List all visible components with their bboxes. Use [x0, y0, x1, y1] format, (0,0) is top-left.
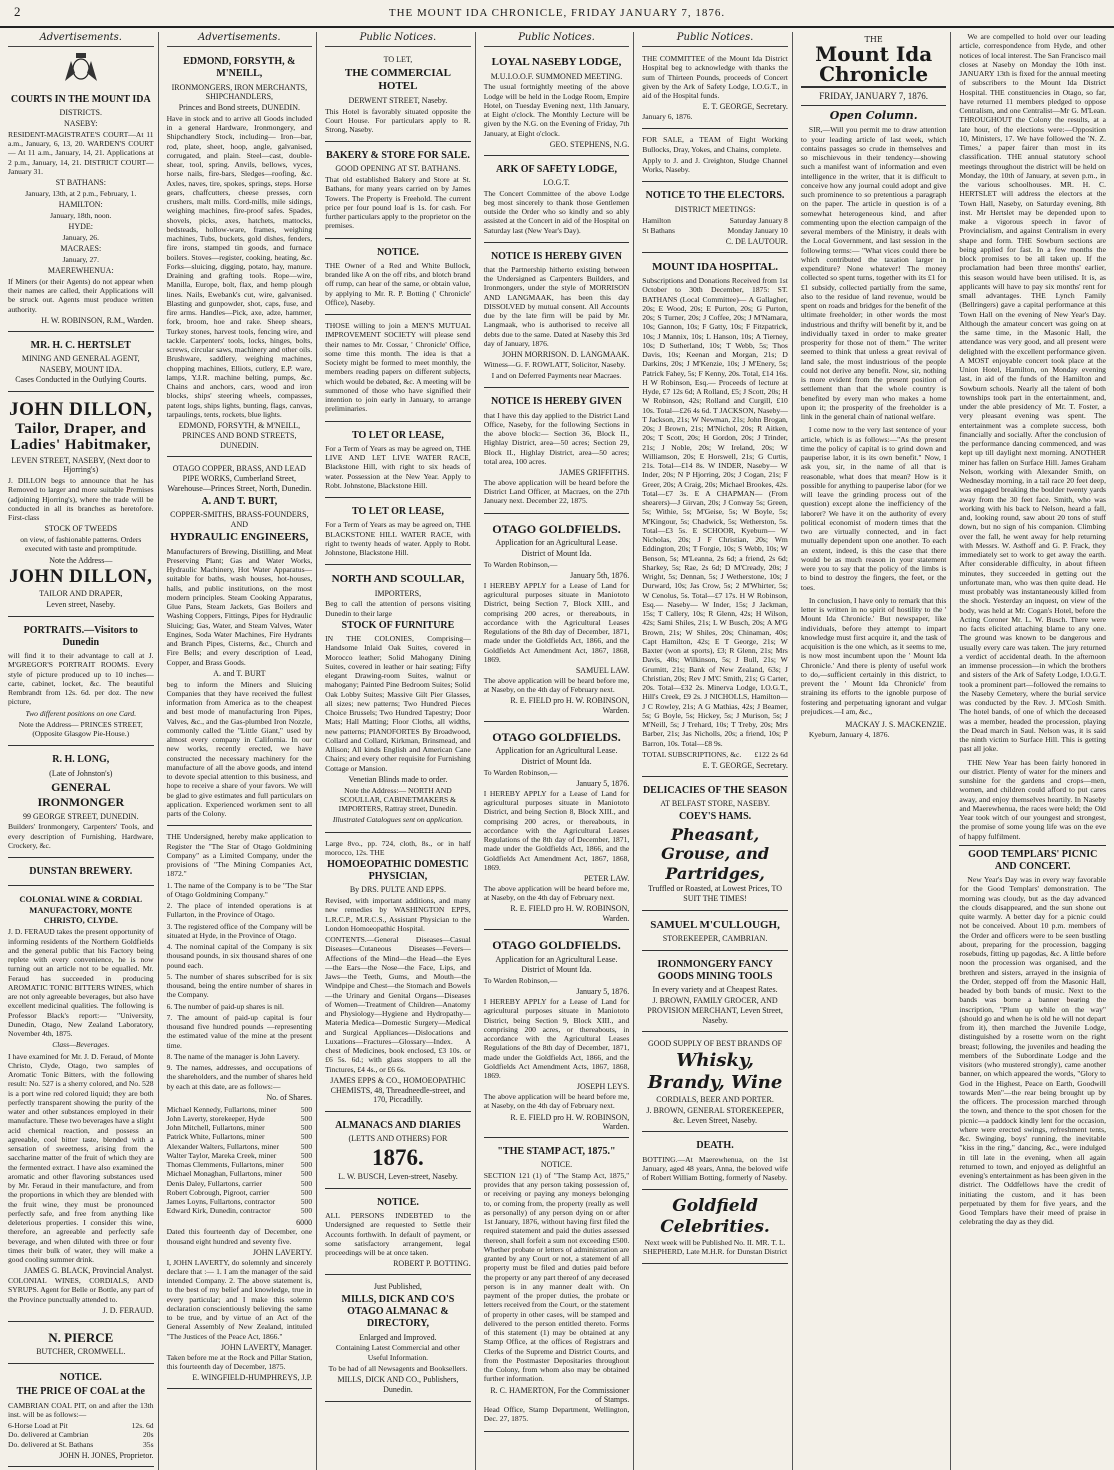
- star-otago-notice: THE Undersigned, hereby make application to Register the "The Star of Otago Goldmining Company" as a Limited Company, under the provisions of "The Mining Companies Act, 1872." 1. The name of the Company is to be "The Star of Otago Goldmining Company." 2. The place of intended operations is at Fullarton, in the Province of Otago. 3. The registered office of the Company will be situated at Hyde, in the Province of Otago. 4. The nominal capital of the Company is six thousand pounds, in six thousand shares of one pound each. 5. The number of shares subscribed for is six thousand, being the entire number of shares in the Company. 6. The number of paid-up shares is nil. 7. The amount of paid-up capital is four thousand five hundred pounds —representing the estimated value of the mine at the present time. 8. The name of the manager is John Lavery. 9. The names, addresses, and occupations of the shareholders, and the number of shares held by each at this date, are as follows:— No. of Shares. Michael Kennedy, Fullartons, miner 500 John Laverty, storekeeper, Hyde 500 John Mitchell, Fullartons, miner 500 Patrick White, Fullartons, miner 500 Alexander Walters, Fullartons, miner 500 Walter Taylor, Mareka Creek, miner 500 Thomas Clemments, Fullartons, miner 500 Michael Monaghan, Fullartons, miner 500 Denis Daley, Fullartons, carrier 500 Robert Cobrough, Pigroot, carrier 500 James Loyns, Fullartons, contractor 500 Edward Kirk, Dunedin, contractor 500 6000 Dated this fourteenth day of December, one thousand eight hundred and seventy five. JOHN LAVERTY. I, JOHN LAVERTY, do solemnly and sincerely declare that :— 1. I am the manager of the said intended Company. 2. The above statement is, to the best of my belief and knowledge, true in every particular; and I make this solemn declaration conscientiously believing the same to be true, and by virtue of an Act of the General Assembly of New Zealand, intituled "The Justices of the Peace Act, 1866." JOHN LAVERTY, Manager. Taken before me at the Rock and Pillar Station, this fourteenth day of December, 1875. E. WINGFIELD-HUMPHREYS, J.P.: [167, 829, 313, 1389]
- pierce-ad: N. PIERCE BUTCHER, CROMWELL.: [8, 1325, 154, 1365]
- picnic-article: New Year's Day was in every way favorable for the Good Templars' demonstration. The morning was cloudy, but as the day advanced the clouds disappeared, and the sun shone out quite warmly. A better day for a picnic could not be conceived. About 10 p.m. members of the Order and officers were to be seen bustling about, preparing for the procession, bagging rosebuds, fitting up pagodas, &c. A little before noon the procession was organised, and the brethren and sisters, arrayed in the insignia of the Order, stepped off from the Masonic Hall, headed by both bands of music. Next to the bands was borne a banner bearing the inscription, "Plum up while on the way" (should go and when he is old he will not depart from it), then marched the Juvenile Lodge, distinguished by a rosette worn on the right breast; following, the juveniles and heading the members of the Subordinate Lodge and the visitors (who mustered strongly), came another banner, on which appeared the words, "Glory to God in the Highest, Peace on Earth, Goodwill towards Men"—the rear being brought up by the officers. The procession marched through the town, and thence to the spot chosen for the picnic—a paddock kindly lent for the occasion, where were erected swings, refreshment tents, &c. Swinging, boys' running, the inevitable "kiss in the ring," dancing, &c., were indulged in till late in the evening, when all again returned to town, and enjoyed as delightful an evening's entertainment as has been given in the district. The Oddfellows have the credit of initiating the custom, and it has been perpetuated by them for five years, and the Good Templars have their meed of praise in celebrating the day as they did.: [959, 875, 1106, 1227]
- column-heading: Advertisements.: [167, 32, 313, 47]
- column-7: [955, 32, 1110, 1470]
- column-3: [321, 32, 476, 1470]
- column-1: [4, 32, 159, 1470]
- whisky-ad: GOOD SUPPLY OF BEST BRANDS OF Whisky, Brandy, Wine CORDIALS, BEER AND PORTER. J. BROWN, GENERAL STOREKEEPER, &c. Leven Street, Naseby.: [642, 1035, 788, 1132]
- list-item: Robert Cobrough, Pigroot, carrier 500: [166, 1187, 313, 1197]
- column-heading: Public Notices.: [325, 32, 471, 47]
- shareholder-list: [167, 1105, 313, 1216]
- bakery-ad: BAKERY & STORE FOR SALE. GOOD OPENING AT ST. BATHANS. That old established Bakery and Store at St. Bathans, for many years carried on by James Towers. The Property is Freehold. The current price per four pound loaf is 1s. for cash. For further particulars apply to the proprietor on the premises.: [325, 145, 471, 238]
- running-title: THE MOUNT IDA CHRONICLE, FRIDAY JANUARY 7, 1876.: [388, 7, 726, 19]
- burt-ad: OTAGO COPPER, BRASS, AND LEAD PIPE WORKS, Cumberland Street, Warehouse—Princes Street, North, Dunedin. A. AND T. BURT, COPPER-SMITHS, BRASS-FOUNDERS, AND HYDRAULIC ENGINEERS, Manufacturers of Brewing, Distilling, and Meat Preserving Plant; Gas and Water Works, Hydraulic Machinery, Hot Water Apparatus—suitable for baths, wash houses, hot-houses, halls, and public institutions, on the most modern principles. Steam Cooking Apparatus, Glue Pans, Steam Jackets, Gas Boilers and Washing Coppers, Fittings, Pipes for Hydraulic Sluicing; Gas, Water, and Steam Valves, Water Engines, Soda Water Machines, Fire Hydrants and Branch Pipes, Cisterns, &c., Church and Fire Bells; and every description of Lead, Copper, and Brass Goods. A. and T. BURT beg to inform the Miners and Sluicing Companies that they have received the fullest information from America as to the cheapest and best mode of manufacturing Iron Pipes, Valves, &c., and the Gas-plumbed Iron Nozzle, commonly called the "Little Giant," used by almost every company in California. In our new works, recently erected, we have constructed the necessary machinery for the manufacture of all the above goods, and intend to devote special attention to this business, and hope to receive a share of your favors. We will be glad to give estimates and full particulars on application. Experienced workmen sent to all parts of the Colony.: [167, 460, 313, 826]
- dillon-ad: JOHN DILLON, Tailor, Draper, and Ladies' Habitmaker, LEVEN STREET, NASEBY, (Next door to Hjorring's) J. DILLON begs to announce that he has Removed to larger and more suitable Premises (adjoining Hjorring's), where the trade will be conducted in all its branches as heretofore. First-class STOCK OF TWEEDS on view, of fashionable patterns. Orders executed with taste and promptitude. Note the Address— JOHN DILLON, TAILOR AND DRAPER, Leven street, Naseby.: [8, 395, 154, 617]
- newspaper-columns: [4, 32, 1110, 1460]
- column-6: [797, 32, 952, 1470]
- page-number: 2: [14, 4, 21, 19]
- list-item: TOTAL SUBSCRIPTIONS, &c. £122 2s 6d: [642, 749, 788, 759]
- column-4: [480, 32, 635, 1470]
- page-header: [0, 0, 1114, 28]
- brown-ironmongery-ad: IRONMONGERY FANCY GOODS MINING TOOLS In every variety and at Cheapest Rates. J. BROWN, FAMILY GROCER, AND PROVISION MERCHANT, Leven Street, Naseby.: [642, 954, 788, 1032]
- masthead: THE Mount Ida Chronicle: [801, 32, 947, 88]
- hotel-ad: TO LET, THE COMMERCIAL HOTEL DERWENT STREET, Naseby. This Hotel is favorably situated opposite the Court House. For particulars apply to R. Strong, Naseby.: [325, 51, 471, 142]
- indebted-notice: NOTICE. ALL PERSONS INDEBTED to the Undersigned are requested to Settle their Accounts forthwith. In default of payment, or some satisfactory arrangement, legal proceedings will be at once taken. ROBERT P. BOTTING.: [325, 1192, 471, 1275]
- coal-price-list: [8, 1421, 154, 1449]
- dateline: FRIDAY, JANUARY 7, 1876.: [801, 88, 947, 106]
- mutual-improvement-notice: THOSE willing to join a MEN'S MUTUAL IMPROVEMENT SOCIETY will please send their names to Mr. Cossar, ' Chronicle' Office, some time this month. The idea is that a Society might be formed to meet monthly, the members reading papers on different subjects, which would be debated, &c. A meeting will be summoned of those who have signified their intention to join early in January, to arrange preliminaries.: [325, 318, 471, 422]
- land-application-notice: NOTICE IS HEREBY GIVEN that I have this day applied to the District Land Office, Naseby, for the following Sections in the above block:— Section 36, Block II., Highlay District, area—50 acres; Section 29, Block II., Highlay District, area—50 acres; total area, 100 acres. JAMES GRIFFITHS. The above application will be heard before the District Land Officer, at Macraes, on the 27th January next. December 22, 1875.: [484, 391, 630, 513]
- ark-of-safety-notice: ARK OF SAFETY LODGE, I.O.G.T. The Concert Committee of the above Lodge beg most sincerely to thank those Gentlemen outside the Order who so kindly and so ably assisted at the Concert in aid of the Hospital on Saturday last (New Year's Day).: [484, 159, 630, 243]
- goldfields-lease-1: OTAGO GOLDFIELDS. Application for an Agricultural Lease. District of Mount Ida. To Warden Robinson,— January 5th, 1876. I HEREBY APPLY for a Lease of Land for agricultural purposes situate in Maniototo District, being Section 7, Block XIII., and comprising 200 acres, or thereabouts, in accordance with the Agricultural Leases Regulations of the 8th day of December, 1871, made under the Goldfields Act, 1866, and the Goldfields Act Amendment Act, 1867, 1868, 1869. SAMUEL LAW. The above application will be heard before me, at Naseby, on the 4th day of February next. R. E. FIELD pro H. W. ROBINSON, Warden.: [484, 517, 630, 722]
- section-title: Open Column.: [829, 108, 918, 122]
- mills-dick-ad: Just Published, MILLS, DICK AND CO'S OTAGO ALMANAC & DIRECTORY, Enlarged and Improved. Containing Latest Commercial and other Useful Information. To be had of all Newsagents and Booksellers. MILLS, DICK AND CO., Publishers, Dunedin.: [325, 1278, 471, 1401]
- list-item: Patrick White, Fullartons, miner 500: [166, 1132, 313, 1142]
- goldfields-lease-2: OTAGO GOLDFIELDS. Application for an Agricultural Lease. District of Mount Ida. To Warden Robinson,— January 5, 1876. I HEREBY APPLY for a Lease of Land for agricultural purposes situate in Maniototo District, and being Section 8, Block XIII., and comprising 200 acres, or thereabouts, in accordance with the Agricultural Leases Regulations of the 8th day of December, 1871, made under the Goldfields Act, 1866, and the Goldfields Act Amendment Act, 1867, 1868, 1869. PETER LAW. The above application will be heard before me, at Naseby, on the 4th day of February next. R. E. FIELD pro H. W. ROBINSON, Warden.: [484, 725, 630, 930]
- list-item: Michael Monaghan, Fullartons, miner 500: [166, 1169, 313, 1179]
- list-item: Edward Kirk, Dunedin, contractor 500: [166, 1206, 313, 1216]
- hospital-committee-notice: THE COMMITTEE of the Mount Ida District Hospital beg to acknowledge with thanks the sum of Thirteen Pounds, proceeds of Concert given by the Ark of Safety Lodge, I.O.G.T., in aid of the Hospital funds. E. T. GEORGE, Secretary. January 6, 1876.: [642, 51, 788, 129]
- pointing-hand-icon: Note the Address—: [49, 555, 113, 565]
- list-item: 6-Horse Load at Pit 12s. 6d: [8, 1421, 154, 1430]
- column-heading: Public Notices.: [642, 32, 788, 47]
- courts-notice: COURTS IN THE MOUNT IDA DISTRICTS. NASEBY: RESIDENT-MAGISTRATE'S COURT—At 11 a.m., January, 6, 13, 20. WARDEN'S COURT — At 11 a.m., January, 14, 21. Applications at 2 p.m., January, 14, 21. DISTRICT COURT—January 31. ST BATHANS: January, 13th, at 2 p.m., February, 1. HAMILTON: January, 18th, noon. HYDE: January, 26. MACRAES: January, 27. MAEREWHENUA: If Miners (or their Agents) do not appear when their names are called, their Applications will be struck out. Agents must produce written authority. H. W. ROBINSON, R.M., Warden.: [8, 89, 154, 331]
- letter-to-editor: SIR,—Will you permit me to draw attention to your leading article of last week, which contains passages so crude in themselves and so mischievous in their tendency—showing such a manifest want of information and even intelligence in the writer, that it is difficult to conceive how any journal could adopt and give such prominence to so pretentious a paragraph on the paper. The article in question is of a somewhat heterogeneous kind, and after commenting upon the election campaign of the several members of the Ministry, it deals with the Local Government, and last session in the following terms:— "What vices could there be which contributed the taxation larger in expenditure? None whatever! The money collected so spent turns, together with its £1 for £1 subsidy, collected partially from the same, also to the residue of land revenue, would be spent on roads and bridges for the benefit of the ultimate freeholder; in other words the most industrious and thrifty will benefit by it, and be individually taxed in order to make greater prosperity for those not of them." The writer seemed to think that unless a great revival of land sale, the most industrious of the people could not derive any benefit. Now, sir, nothing is more evident from the present position of settlement than that the whole country is benefited by every man who makes a home upon it; the prosperity of the freeholder is a link in the general chain of national welfare. I come now to the very last sentence of your article, which is as follows:—"As the present time the policy of capital is to grind down and pauperise labor, it is its own benefit." Now, I ask you, sir, in the name of all that is reasonable, what does that mean? How is it possible for anything to pauperise labor (for we will leave the grinding process out of the question) except alone the inefficiency of the laborer? We have it on the authority of every political economist of modern times that the two are virtually connected, and in fact mutually dependent upon one another. To each an extent, indeed, is this the case that there would be as much reason in your statement were you to say that the policy of the limbs is to bind to destroy the fingers, the feet, or the toes. In conclusion, I have only to remark that this letter is written in no spirit of hostility to the ' Mount Ida Chronicle.' But newspaper, like individuals, before they attempt to impart knowledge must first acquire it, and the task of acquisition is the one which, as it seems to me, is now most incumbent upon the ' Mount Ida Chronicle.' And there is plenty of useful work to do,—sufficient certainly in this district, to prevent the ' Mount Ida Chronicle' from straining its efforts to the ignoble purpose of fostering and perpetuating ignorant and vulgar prejudices.—I am, &c., MACKAY J. S. MACKENZIE. Kyeburn, January 4, 1876.: [800, 125, 947, 739]
- portraits-ad: PORTRAITS.—Visitors to Dunedin will find it to their advantage to call at J. M'GREGOR'S PORTRAIT ROOMS. Every style of picture produced up to 10 inches—carte, cabinet, locket, &c. The beautiful Rembrandt from 12s. 6d. per doz. The new picture, Two different positions on one Card. Note the Address— PRINCES STREET, (Opposite Glasgow Pie-House.): [8, 620, 154, 747]
- list-item: Do. delivered at St. Bathans 35s: [8, 1439, 154, 1449]
- water-race-lease-1: TO LET OR LEASE, For a Term of Years as may be agreed on, THE LIVE AND LET LIVE WATER RACE, Blackstone Hill, with right to six heads of water. Possession at the New Year. Apply to Robt. Johnstone, Blackstone Hill.: [325, 425, 471, 498]
- bullock-team-sale: FOR SALE, a TEAM of Eight Working Bullocks, Dray, Yokes, and Chains, complete. Apply to J. and J. Creighton, Sludge Channel Works, Naseby.: [642, 132, 788, 182]
- coal-notice: NOTICE. THE PRICE OF COAL at the CAMBRIAN COAL PIT, on and after the 13th inst. will be as follows:— 6-Horse Load at Pit 12s. 6d Do. delivered at Cambrian 20s Do. delivered at St. Bathans 35s JOHN H. JONES, Proprietor.: [8, 1367, 154, 1466]
- belfast-store-ad: DELICACIES OF THE SEASON AT BELFAST STORE, NASEBY. COEY'S HAMS. Pheasant, Grouse, and Partridges, Truffled or Roasted, at Lowest Prices, TO SUIT THE TIMES!: [642, 780, 788, 911]
- bullock-notice: NOTICE. THE Owner of a Red and White Bullock, branded like A on the off ribs, and blotch brand off rump, can hear of the same, or obtain value, by applying to Mr. R. P. Botting (' Chronicle' Office), Naseby.: [325, 242, 471, 315]
- list-item: Alexander Walters, Fullartons, miner 500: [166, 1141, 313, 1151]
- goldfields-lease-3: OTAGO GOLDFIELDS. Application for an Agricultural Lease. District of Mount Ida. To Warden Robinson,— January 5, 1876. I HEREBY APPLY for a Lease of Land for agricultural purposes situate in Maniototo District, being Section 9, Block XIII., and comprising 200 acres, or thereabouts, in accordance with the Agricultural Leases Regulations of the 8th day of December, 1871, made under the Goldfields Act, 1866, and the Goldfields Act Amendment Acts, 1867, 1868, 1869. JOSEPH LEYS. The above application will be heard before me, at Naseby, on the 4th day of February next. R. E. FIELD pro H. W. ROBINSON, Warden.: [484, 933, 630, 1138]
- list-item: Do. delivered at Cambrian 20s: [8, 1430, 154, 1440]
- list-item: John Laverty, storekeeper, Hyde 500: [166, 1113, 313, 1123]
- forsyth-ad: EDMOND, FORSYTH, & M'NEILL, IRONMONGERS, IRON MERCHANTS, SHIPCHANDLERS, Princes and Bond streets, DUNEDIN. Have in stock and to arrive all Goods included in a general Hardware, Ironmongery, and Shipchandlery Stock, including— Iron—bar, rod, plate, sheet, hoop, angle, galvanised, corrugated, and plain. Steel—cast, double-shear, tool, spring. Anvils, bellows, vyces, horse nails, fire-bars, Sledges—roofing, &c. Axles, naves, tire, spokes, springs, steps. Horse gears, chaffcutters, cheese presses, corn crushers, malt mills. Cord-mills, mile sidings, weighing machines, fire-proof safes. Spades, shovels, picks, axes, hatchets, mattocks, bedsteads, hollow-ware, frames, weighing machines, Tubs, buckets, gold dishes, fenders, fire irons, stamped tin goods, and furnace boilers. Stoves—register, cooking, heating, &c. Forks—sluicing, digging, potato, hay, manure. Draining and grafting tools. Rope—wire, Manilla, Europe, bolt, flax, and hemp plough lines. Nails, Ewebank's cut, wire, galvanised. Blasting and gunpowder, shot, caps, fuse, and fire arms. Handles—Pick, axe, adze, hammer, fork, broom, hoe and rake. Sheep shears, Turkey stones, harvest tools, fencing wire, and tackle. Carpenters' tools, locks, hinges, bolts, screws, circular saws, machinery and other oils. Brushware, saddlery, weighing machines, chopping machines, Elliots, cutlery, E.P. ware, lamps, Y.I.R. machine belting, pumps, &c. Chains and anchors, cars, wood and iron blocks, ships' steering wheels, compasses, patent logs, ships lights, bunting, flags, canvas, tarpaulings, tents, rockets, blue lights. EDMOND, FORSYTH, & M'NEILL, PRINCES AND BOND STREETS, DUNEDIN.: [167, 51, 313, 457]
- list-item: Michael Kennedy, Fullartons, miner 500: [166, 1104, 313, 1114]
- brewery-ad: DUNSTAN BREWERY.: [8, 861, 154, 886]
- water-race-lease-2: TO LET OR LEASE, For a Term of Years as may be agreed on, THE BLACKSTONE HILL WATER RACE, with right to twenty heads of water. Apply to Robt. Johnstone, Blackstone Hill.: [325, 501, 471, 565]
- list-item: Hamilton Saturday January 8: [642, 216, 788, 226]
- long-ad: R. H. LONG, (Late of Johnston's) GENERAL IRONMONGER 99 GEORGE STREET, DUNEDIN. Builders' Ironmongery, Carpenters' Tools, and every description of Furnishing, Hardware, Crockery, &c.: [8, 749, 154, 858]
- hospital-subscriptions: MOUNT IDA HOSPITAL. Subscriptions and Donations Received from 1st October to 30th December, 1875: ST. BATHANS (Local Committee)— A Gallagher, 20s; E Wood, 20s; E Purton, 20s; G Purton, 20s; S Turner, 20s; J Coffee, 20s; J M'Namara, 10s; Gannon, 10s; F Gatty, 10s; F Fitzpatrick, 10s; J Mannix, 10s; L Hanson, 10s; A Tierney, 10s; D Sutherland, 10s; T Webb, 5s; Thos Davis, 10s; Keenan and Morgan, 21s; D Darkins, 20s; J M'Kenzie, 10s; J M'Enery, 5s; Patrick Fahey, 5s; F Kenny, 20s. Total, £14 16s. H W Robinson, Esq.— Proceeds of lecture at Hyde, £7 12s 6d; A Rolland, £5; J Scott, 20s; H W Robinson, 42s; Rolland and Curgill, £10 10s. Total—£26 4s 6d. T JACKSON, Naseby— T Jackson, 21s; W Newman, 21s; John Brogan, 20s; J Brown, 21s; M'Nichol, 20s; R Aitken, 20s; T Scott, 20s; H Gordon, 20s; J Trinder, 21s; J Noble, 20s; W Ireland, 20s; W Williamson, 20s; E Horswell, 21s; G Curtis, 21s. Total—£14 8s. W INDER, Naseby— W Inder, 20s; N P Hjorring, 20s; J Cogan, 21s; F Greer, 20s; A Craig, 20s; Michael Brookes, 42s. Total—£7 3s. E A CHAPMAN— (From shearers)—J Girvan, 20s; J Conway 5s; Green, 5s; Withie, 5s; M'Geise, 5s; W Boyle, 5s; M'Kingour, 5s; Chadwick, 5s; Wetherston, 5s. Total—£3 5s. E SCHOOR, Kyeburn— W Nicholas, 20s; J F Christian, 20s; Wm Eddington, 20s; T Forgie, 10s; S Webb, 10s; W Benson, 5s; M'Leanna, 2s 6d; a friend, 2s 6d; Sharkey, 5s; Rae, 2s 6d; D M'Cready, 20s; J Wright, 5s; Dennan, 5s; J Wetherstone, 10s; J Durward, 10s; Jas Crow, 5s; 2 M'Whirter, 5s; W Cenolus, 5s. Total—£7 17s. H W Robinson, Esq.— Naseby— W Inder, 15s; J Jackman, 15s; T Callery, 10s; R Glenn, 42s; H Wilson, 42s; Sami Shiles, 21s; L W Busch, 20s; A M'G Brown, 21s; W Shiles, 20s; Chinaman, 40s; Capt Hamilton, 42s; E T George, 21s; W Baxter (won at sports), £3; R Glenn, 21s; Mrs Davis, 40s; Wilkinson, 5s; J Bull, 21s; W Grumitt, 21s; Bank of New Zealand, 63s; J Christian, 20s; Rev J M'C Smith, 21s; G Carter, 20s. Total—£32 2s. Minerva Lodge, I.O.G.T., Hill's Creek, £9 2s. J NICHOLLS, Hamilton— J C Rowley, 21s; A G Mathias, 42s; J Beamer, 5s; G Boyle, 5s; Hickey, 5s; J Murison, 5s; J M'Neill, 5s; J Trehard, 10s; T Treby, 20s; Mrs Barber, 21s; Jas Nicholls, 20s; a friend, 10s; P Barron, 10s. Total—£8 9s. TOTAL SUBSCRIPTIONS, &c. £122 2s 6d E. T. GEORGE, Secretary.: [642, 256, 788, 777]
- list-item: Thomas Clemments, Fullartons, miner 500: [166, 1160, 313, 1170]
- electors-notice: NOTICE TO THE ELECTORS. DISTRICT MEETINGS: Hamilton Saturday January 8 St Bathans Monday January 10 C. DE LAUTOUR.: [642, 185, 788, 252]
- list-item: Denis Daley, Fullartons, carrier 500: [166, 1178, 313, 1188]
- list-item: Walter Taylor, Mareka Creek, miner 500: [166, 1150, 313, 1160]
- cordial-ad: COLONIAL WINE & CORDIAL MANUFACTORY, MONTE CHRISTO, CLYDE. J. D. FERAUD takes the present opportunity of informing residents of the Northern Goldfields and the general public that his Factory being replete with every convenience, he is now turning out an article not to be equalled. Mr. Feraud has succeeded in producing AROMATIC TONIC BITTERS WINES, which are not only agreeable beverages, but also have excellent medicinal qualities. The following is Professor Black's report:— "University, Dunedin, Otago, New Zealand Laboratory, November 4th, 1875. Class—Beverages. I have examined for Mr. J. D. Feraud, of Monte Christo, Clyde, Otago, two samples of Aromatic Tonic Bitters, with the following result: No. 527 is a sherry colored, and No. 528 is a port wine red colored liquid; they are both perfectly transparent showing the purity of the water and other substances employed in their manufacture. These two beverages have a slight acid chemical reaction, and possess an agreeable, cool bitter taste, blended with a sensation of sweetness, arising from the saccharine matter of the fruit of which they are the fermented extract. I have also examined the aromatic and other flavoring substances used by Mr. Feraud in their manufacture, and from the proportions in which they are blended with the fruit wine, they must be pronounced perfectly safe, and free from anything like deleterious properties. I consider this wine, therefore, an agreeable and perfectly safe beverage, and when diluted with three or four times their bulk of water, they will make a good cooling summer drink. JAMES G. BLACK, Provincial Analyst. COLONIAL WINES, CORDIALS, AND SYRUPS. Agent for Belle or Bottle, any part of the Province punctually attended to. J. D. FERAUD.: [8, 889, 154, 1321]
- royal-arms-icon: [8, 51, 154, 85]
- stamp-act-notice: "THE STAMP ACT, 1875." NOTICE. SECTION 121 (1) of "The Stamp Act, 1875," provides that any person taking possession of, or receiving or paying any moneys belonging to, or coming from, the property (really as well as personally) of any person dying on or after 1st January, 1876, without having first filed the required statement and paid the duties assessed thereon, shall forfeit a sum not exceeding £500. Whether probate or letters of administration are granted by any Court or not, a statement of all property must be filed and duties paid before the property or any part thereof of any deceased person is in any manner dealt with. On payment of the proper duties, the probate or letters received from the Court, or the statement of property in other cases, will be stamped and delivered to the person entitled thereto. Forms of this statement (1) may be obtained at any Stamp Office, at the offices of Registrars and Clerks of the Supreme and District Courts, and from the Postmaster Depositaries throughout the Colony, from whom also may be obtained further information. R. C. HAMERTON, For the Commissioner of Stamps. Head Office, Stamp Department, Wellington, Dec. 27, 1875.: [484, 1141, 630, 1432]
- column-5: [638, 32, 793, 1470]
- column-heading: Public Notices.: [484, 32, 630, 47]
- column-heading: Advertisements.: [8, 32, 154, 47]
- article-heading: GOOD TEMPLARS' PICNIC AND CONCERT.: [959, 845, 1106, 873]
- mccullough-ad: SAMUEL M'CULLOUGH, STOREKEEPER, CAMBRIAN.: [642, 914, 788, 951]
- hertslet-ad: MR. H. C. HERTSLET MINING AND GENERAL AGENT, NASEBY, MOUNT IDA. Cases Conducted in the Outlying Courts.: [8, 335, 154, 392]
- scoullar-ad: NORTH AND SCOULLAR, IMPORTERS, Beg to call the attention of persons visiting Dunedin to their large STOCK OF FURNITURE IN THE COLONIES, Comprising— Handsome Inlaid Oak Suites, covered in Morocco leather; Solid Mahogany Dining Suites, covered in leather or hair seating; Fifty elegant Drawing-room Suites, walnut or mahogany; Painted Pine Bedroom Suites; Solid Oak Lobby Suites; Massive Gilt Pier Glasses, all sizes; new patterns; Two Hundred Pieces Choice Brussels; Two Hundred Tapestry; Door Mats; Hall Matting; Floor Cloths, all widths, new patterns; PIANOFORTES By Broadwood, Collard and Collard, Kirkman, Brinsmead, and Allison; All kinds English and American Cane Chairs; and every other requisite for Furnishing Cottage or Mansion. Venetian Blinds made to order. Note the Address:— NORTH AND SCOULLAR, CABINETMAKERS & IMPORTERS, Rattray street, Dunedin. Illustrated Catalogues sent on application.: [325, 568, 471, 832]
- local-news: We are compelled to hold over our leading article, correspondence from Hyde, and other notices of local interest. The San Francisco mail closes at Naseby on Monday the 10th inst. JANUARY 13th is fixed for the annual meeting of subscribers to the Mount Ida District Hospital. THE constituencies in Otago, so far, have returned 11 members pledged to oppose Centralism, and one Centralist—Mr G. M'Lean. THROUGHOUT the Colony the results, at a late hour, of the elections were:—Opposition 10, Ministers, 17. We have followed the 'N. Z. Times,' a paper fairer than most in its classification. THE annual statutory school meetings throughout the district will be held on Monday, the 10th of January, at seven p.m., in the various schoolhouses. MR. H. C. HERTSLET will address the electors at the Town Hall, Naseby, on Saturday evening, 8th inst. Mr Hertslet may be depended upon to make a vigorous speech in favor of Provincialism, and against Centralism in every shape and form. THE Sowburn sections are being applied for fast. In a few months the block promises to be all taken up. If the proclamation had been three months' earlier, this season would have been utilised. It is, as applicants will have to pay six months' rent for small advantages. THE Lynch Family (Bellringers) gave a capital performance at this Town Hall on the evening of New Year's Day. Although the amateur concert was going on at the same time, in the Masonic Hall, the attendance was very good, and all present were delighted with the excellent performance given. A MOST enjoyable concert took place at the Union Hotel, Hamilton, on Monday evening last, in aid of the funds of the Hamilton and Sowburn schools. Nearly all the talent of both townships took part in the entertainment, and, under the able presidency of Mr. T. Foster, a very pleasant evening was spent. The entertainment was a complete success, both financially and socially. After the conclusion of the performance dancing commenced, and was kept up till daylight next morning. ANOTHER miner has fallen on Surface Hill. James Graham Nelson, working with Alexander Smith, on Wednesday morning, in a tail race 20 feet deep, was engaged breaking the boulder twenty yards away from the 30 feet face. Smith, who was working with his back to Nelson, heard a fall, and, looking round, saw about 20 tons of stuff down, but no sign of his companion. Climbing over the fall, he went away for help returning with Messrs. W. Asthoff and G. P. Frack, they immediately set to work to get away the earth. After considerable difficulty, in about fifteen minutes, they succeeded in getting out the unfortunate man, who was then quite dead. He must probably was instantaneously killed from the shock. Yesterday an inquest, on view of the body, was held at Mr. Cogan's Hotel, before the Acting Coroner Mr. L. W. Busch. There were no facts elicited attaching blame to any one. The ground was known to be dangerous and usually every care was taken. The jury returned a verdict of accidental death. In the afternoon an immense procession—in which the brothers and sisters of the Ark of Safety Lodge, I.O.G.T. took a prominent part—followed the remains to the Naseby Cemetery, where the burial service was conducted by the Rev. J. M'Cosh Smith. The hotel bands, of one of which the deceased was a member, headed the procession, playing the Dead march in Saul. Nelson was, it is said the ninth victim to Surface Hill. This is getting past all joke. THE New Year has been fairly honored in our district. Plenty of water for the miners and sunshine for the gardens and crops—men, women, and children could afford to put cares away, and enjoy themselves heartily. In Naseby and Maerewhenua, the races were held; the Old Year took witch of our youngest and strongest, the promise of some young life was on the eve of happy fulfilment.: [959, 32, 1106, 841]
- list-item: John Mitchell, Fullartons, miner 500: [166, 1123, 313, 1133]
- partnership-notice: NOTICE IS HEREBY GIVEN that the Partnership hitherto existing between the Undersigned as Carpenters Builders, and Ironmongers, under the style of MORRISON AND LANGMAAK, has been this day DISSOLVED by mutual consent. All Accounts due by the late firm will be paid by Mr. Langmaak, who is authorised to receive all debts due to the same. Dated at Naseby this 3rd day of January, 1876. JOHN MORRISON. D. LANGMAAK. Witness—G. F. ROWLATT, Solicitor, Naseby. I and on Deferred Payments near Macraes.: [484, 246, 630, 389]
- goldfield-celebrities-ad: Goldfield Celebrities. Next week will be Published No. II. MR. T. L. SHEPHERD, Late M.H.R. for Dunstan District: [642, 1193, 788, 1264]
- list-item: James Loyns, Fullartons, contractor 500: [166, 1197, 313, 1207]
- list-item: St Bathans Monday January 10: [642, 225, 788, 235]
- almanac-ad: ALMANACS AND DIARIES (LETTS AND OTHERS) FOR 1876. L. W. BUSCH, Leven-street, Naseby.: [325, 1115, 471, 1189]
- column-2: [163, 32, 318, 1470]
- loyal-naseby-lodge-notice: LOYAL NASEBY LODGE, M.U.I.O.O.F. SUMMONED MEETING. The usual fortnightly meeting of the above Lodge will be held in the Lodge Room, Empire Hotel, on Tuesday Evening next, 11th January, at Eight o'clock. The Monthly Lecture will be given by the N.G. on the Evening of Friday, 7th January, at Eight o'clock. GEO. STEPHENS, N.G.: [484, 51, 630, 155]
- death-notice: DEATH. BOTTING.—At Maerewhenua, on the 1st January, aged 48 years, Anna, the beloved wife of Robert William Botting, formerly of Naseby.: [642, 1135, 788, 1190]
- homeopathic-ad: Large 8vo., pp. 724, cloth, 8s., or in half morocco, 12s. THE HOMOEOPATHIC DOMESTIC PHYSICIAN, By DRS. PULTE AND EPPS. Revised, with important additions, and many new remedies by WASHINGTON EPPS, L.R.C.P., M.R.C.S., Assistant Physician to the London Homoeopathic Hospital. CONTENTS.—General Diseases—Casual Diseases—Cutaneous Diseases—Fevers—Affections of the Mind—the Head—the Eyes—the Ears—the Nose—the Face, Lips, and Jaws—the Teeth, Gums, and Mouth—the Windpipe and Chest—the Stomach and Bowels—the Urinary and Genital Organs—Diseases of Women—Treatment of Children—Anatomy and Physiology—Hygiene and Hydropathy—Materia Medica—Domestic Surgery—Medical and Surgical Appliances—Dislocations and Luxations—Fractures—Glossary—Index. A chest of Medicines, book enclosed, £3 10s. or £6 5s. 6d.; with glass stoppers to all the Tinctures, £4 4s., or £6 6s. JAMES EPPS & CO., HOMOEOPATHIC CHEMISTS, 48, Threadneedle-street, and 170, Piccadilly.: [325, 836, 471, 1113]
